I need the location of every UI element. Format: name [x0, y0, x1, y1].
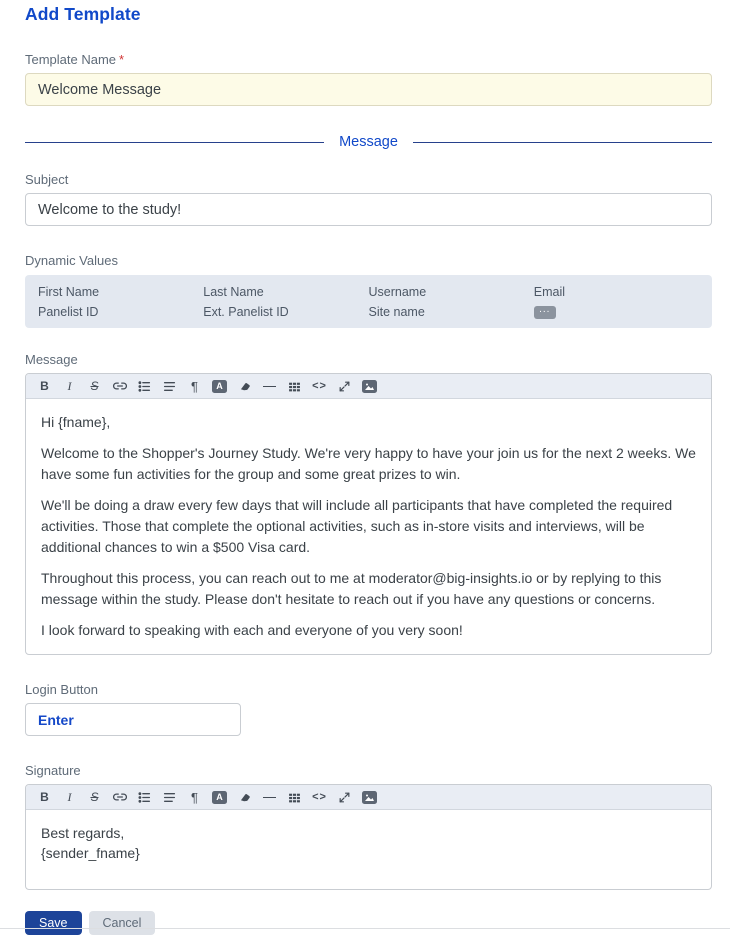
dynamic-value-chip[interactable]: Site name [368, 305, 425, 319]
signature-line: Best regards, [41, 825, 125, 841]
paragraph-icon[interactable]: ¶ [182, 374, 207, 399]
eraser-icon[interactable] [232, 785, 257, 810]
required-asterisk: * [119, 52, 125, 67]
link-icon[interactable] [107, 374, 132, 399]
dynamic-value-chip[interactable]: Last Name [203, 285, 264, 299]
table-icon[interactable] [282, 374, 307, 399]
text-color-icon[interactable]: A [207, 785, 232, 810]
window-bottom-edge [0, 928, 730, 929]
message-label: Message [25, 352, 78, 367]
bold-icon[interactable]: B [32, 785, 57, 810]
message-paragraph: We'll be doing a draw every few days that will include all participants that have completed the required activities. Those that complete the optional activities, such as in-store visits and interviews, will be additional chances to win a $500 Visa card. [41, 497, 673, 555]
template-name-label: Template Name * [25, 52, 125, 67]
message-paragraph: I look forward to speaking with each and everyone of you very soon! [41, 622, 463, 638]
horizontal-rule-icon[interactable] [257, 374, 282, 399]
save-button[interactable]: Save [25, 911, 82, 935]
strikethrough-icon[interactable]: S [82, 374, 107, 399]
page-title: Add Template [25, 4, 141, 24]
dynamic-value-chip[interactable]: Ext. Panelist ID [203, 305, 289, 319]
dynamic-value-chip[interactable]: Username [368, 285, 427, 299]
divider-line-left [25, 142, 324, 143]
message-section-divider [25, 134, 712, 150]
text-color-icon[interactable]: A [207, 374, 232, 399]
eraser-icon[interactable] [232, 374, 257, 399]
subject-label: Subject [25, 172, 69, 187]
bullet-list-icon[interactable] [132, 785, 157, 810]
dynamic-value-chip[interactable]: Email [533, 285, 566, 299]
link-icon[interactable] [107, 785, 132, 810]
message-editor-body[interactable] [26, 399, 711, 654]
fullscreen-icon[interactable] [332, 785, 357, 810]
message-editor-toolbar [26, 374, 711, 399]
signature-label: Signature [25, 763, 81, 778]
align-icon[interactable] [157, 374, 182, 399]
dynamic-value-chip[interactable]: First Name [38, 285, 100, 299]
dynamic-value-chip[interactable]: Panelist ID [38, 305, 99, 319]
template-name-input[interactable] [25, 73, 712, 106]
divider-line-right [413, 142, 712, 143]
login-button-label: Login Button [25, 682, 99, 697]
signature-editor-toolbar [26, 785, 711, 810]
dynamic-values-panel [25, 275, 712, 328]
signature-editor-body[interactable] [26, 810, 711, 889]
divider-label: Message [339, 134, 398, 150]
message-paragraph: Throughout this process, you can reach out to me at moderator@big-insights.io or by replying to this message within the study. Please don't hesitate to reach out if you have any questions or concerns. [41, 570, 662, 607]
insert-image-icon[interactable] [357, 785, 382, 810]
dynamic-values-label: Dynamic Values [25, 253, 118, 268]
strikethrough-icon[interactable]: S [82, 785, 107, 810]
message-paragraph: Hi {fname}, [41, 414, 111, 430]
signature-line: {sender_fname} [41, 845, 140, 862]
more-dynamic-values-button[interactable]: ... [534, 306, 556, 319]
horizontal-rule-icon[interactable] [257, 785, 282, 810]
form-actions [25, 911, 712, 935]
code-view-icon[interactable]: <> [307, 374, 332, 399]
table-icon[interactable] [282, 785, 307, 810]
bullet-list-icon[interactable] [132, 374, 157, 399]
cancel-button[interactable]: Cancel [89, 911, 156, 935]
align-icon[interactable] [157, 785, 182, 810]
message-paragraph: Welcome to the Shopper's Journey Study. We're very happy to have your join us for the next 2 weeks. We have some fun activities for the group and some great prizes to win. [41, 445, 696, 482]
italic-icon[interactable]: I [57, 785, 82, 810]
insert-image-icon[interactable] [357, 374, 382, 399]
fullscreen-icon[interactable] [332, 374, 357, 399]
signature-editor [25, 784, 712, 890]
login-button-text-input[interactable] [25, 703, 241, 736]
paragraph-icon[interactable]: ¶ [182, 785, 207, 810]
bold-icon[interactable]: B [32, 374, 57, 399]
message-editor [25, 373, 712, 655]
subject-input[interactable] [25, 193, 712, 226]
italic-icon[interactable]: I [57, 374, 82, 399]
code-view-icon[interactable]: <> [307, 785, 332, 810]
